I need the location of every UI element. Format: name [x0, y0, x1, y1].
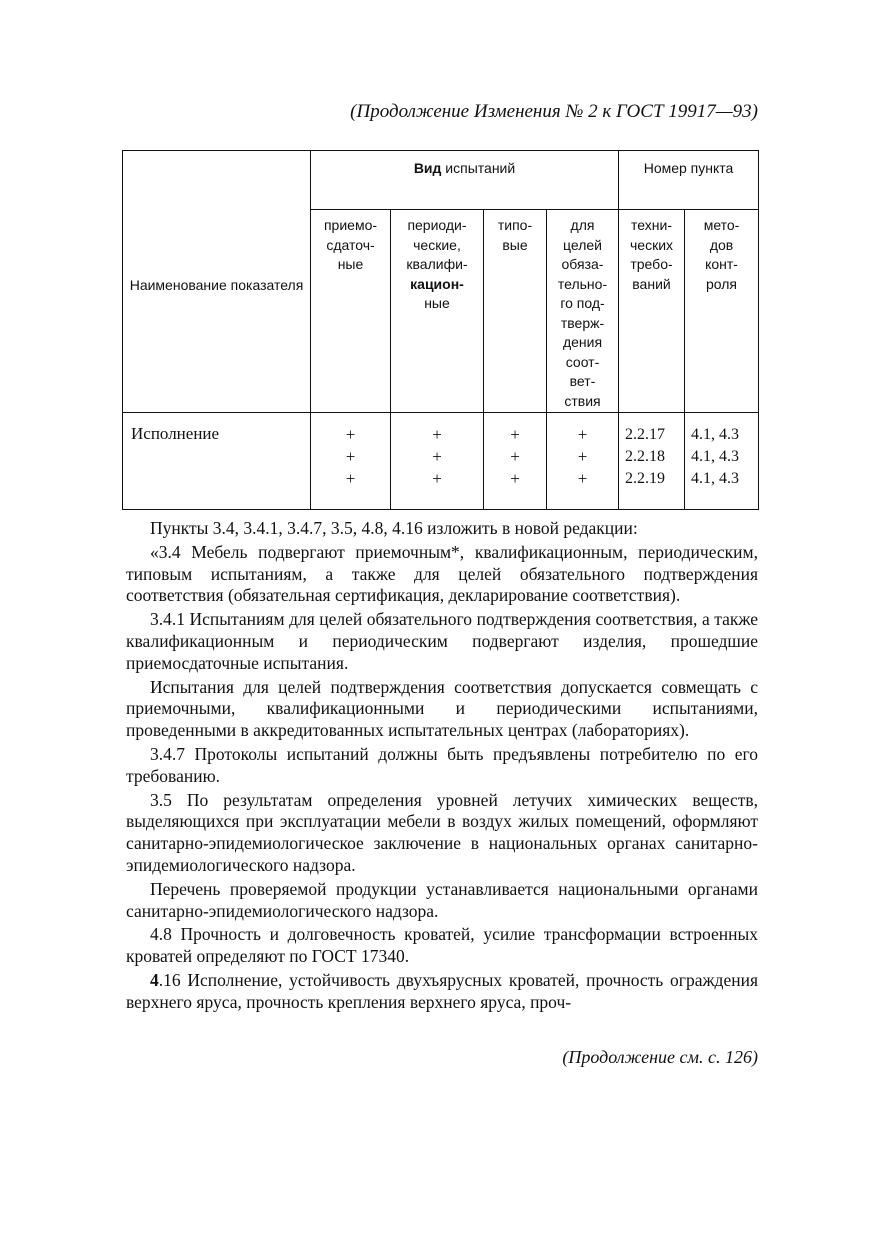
col-type: типо- вые: [484, 210, 547, 413]
paragraph: «3.4 Мебель подвергают приемочным*, квалификационным, периодическим, типовым испытаниям, а также для целей обязательного подтверждения соответствия (обязательная сертификация, декларирование соответствия).: [126, 541, 758, 606]
paragraph: 4.8 Прочность и долговечность кроватей, усилие трансформации встроенных кроватей определяют по ГОСТ 17340.: [126, 924, 758, 967]
paragraph: Пункты 3.4, 3.4.1, 3.4.7, 3.5, 4.8, 4.16 изложить в новой редакции:: [150, 518, 638, 538]
point-number-group-header: Номер пункта: [619, 151, 759, 210]
tech-req-cell: 2.2.17 2.2.18 2.2.19: [619, 413, 685, 510]
methods-cell: 4.1, 4.3 4.1, 4.3 4.1, 4.3: [685, 413, 759, 510]
col-control-methods: мето- дов конт- роля: [685, 210, 759, 413]
paragraph: 3.4.7 Протоколы испытаний должны быть предъявлены потребителю по его требованию.: [126, 743, 758, 786]
paragraph: 4.16 Исполнение, устойчивость двухъярусных кроватей, прочность ограждения верхнего яруса, прочность крепления верхнего яруса, проч-: [126, 969, 758, 1012]
plus-cell: + + +: [311, 413, 391, 510]
body-text: [126, 518, 758, 1016]
col-acceptance: приемо- сдаточ- ные: [311, 210, 391, 413]
indicator-name-header: Наименование показателя: [123, 151, 311, 413]
paragraph: Испытания для целей подтверждения соответствия допускается совмещать с приемочными, квалификационными и периодическими испытаниями, проведенными в аккредитованных испытательных центрах (лабораториях).: [126, 676, 758, 741]
paragraph: 3.5 По результатам определения уровней летучих химических веществ, выделяющихся при эксплуатации мебели в воздух жилых помещений, оформляют санитарно-эпидемиологическое заключение в национальных органах санитарно-эпидемиологического надзора.: [126, 789, 758, 875]
col-certification: для целей обяза- тельно- го под- тверж- дения соот- вет- ствия: [547, 210, 619, 413]
plus-cell: + + +: [391, 413, 484, 510]
test-type-group-header: Вид испытаний: [311, 151, 619, 210]
page-footer: (Продолжение см. с. 126): [562, 1047, 758, 1067]
plus-cell: + + +: [484, 413, 547, 510]
table-row: [123, 413, 759, 510]
row-name: Исполнение: [123, 413, 311, 510]
page-header: (Продолжение Изменения № 2 к ГОСТ 19917—93): [350, 101, 758, 122]
col-periodic: периоди- ческие, квалифи- кацион- ные: [391, 210, 484, 413]
tests-table: [122, 150, 759, 510]
col-tech-requirements: техни- ческих требо- ваний: [619, 210, 685, 413]
plus-cell: + + +: [547, 413, 619, 510]
paragraph: Перечень проверяемой продукции устанавливается национальными органами санитарно-эпидемиологического надзора.: [126, 878, 758, 921]
paragraph: 3.4.1 Испытаниям для целей обязательного подтверждения соответствия, а также квалификационным и периодическим подвергают изделия, прошедшие приемосдаточные испытания.: [126, 609, 758, 673]
